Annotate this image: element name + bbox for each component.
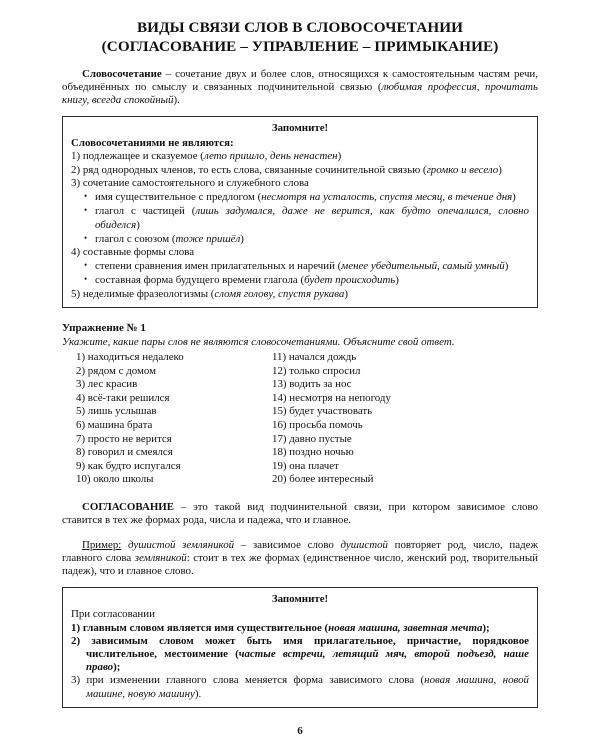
exercise-task: Укажите, какие пары слов не являются словосочетаниями. Объясните свой ответ. [62, 335, 455, 348]
item-tail: ) [337, 150, 342, 163]
title-line-2: (СОГЛАСОВАНИЕ – УПРАВЛЕНИЕ – ПРИМЫКАНИЕ) [101, 38, 499, 55]
item-example: новая машина, новой машине, новую машину [86, 674, 529, 700]
list-item: 18) поздно ночью [272, 446, 354, 459]
remember-box-1-bullets-a [71, 190, 529, 246]
list-item [71, 635, 529, 675]
item-text: зависимым словом может быть имя прилагательное, причастие, порядковое числительное, местоимение ( [86, 634, 529, 661]
example-tail: : стоит в тех же формах (единственное число, женский род, творительный падеж), что и главное слово. [62, 552, 539, 578]
list-item [71, 246, 529, 259]
remember-box-2-heading: Запомните! [271, 593, 329, 606]
list-item [71, 150, 529, 163]
list-item: 3) лес красив [76, 378, 138, 391]
remember-box-1-bullets-b [71, 259, 529, 287]
bullet-text: глагол с частицей ( [95, 205, 196, 218]
bullet-text: глагол с союзом ( [95, 232, 176, 245]
item-number: 2) [71, 163, 81, 176]
soglasovanie-example [62, 539, 538, 578]
item-example: громко и весело [426, 163, 499, 176]
bullet-item [84, 190, 529, 204]
list-item [71, 674, 529, 700]
example-word-1: душистой земляникой [128, 539, 235, 552]
title-line-1: ВИДЫ СВЯЗИ СЛОВ В СЛОВОСОЧЕТАНИИ [136, 19, 464, 36]
bullet-tail: ) [504, 260, 509, 273]
definition-term: Словосочетание [82, 68, 162, 80]
remember-box-1 [62, 116, 538, 307]
soglasovanie-definition [62, 501, 538, 527]
item-tail: ); [482, 621, 490, 634]
bullet-tail: ) [136, 218, 140, 231]
list-item: 10) около школы [76, 473, 154, 486]
example-mid-1: – зависимое слово [234, 539, 341, 552]
list-item: 4) всё-таки решился [76, 391, 170, 404]
item-number: 3) [71, 674, 81, 687]
item-text: неделимые фразеологизмы ( [82, 287, 215, 300]
bullet-item [84, 232, 529, 246]
bullet-example: тоже пришёл [175, 232, 241, 245]
soglasovanie-text: – это такой вид подчинительной связи, при котором зависимое слово ставится в тех же формах рода, числа и падежа, что и главное. [62, 500, 538, 527]
item-tail: ). [194, 687, 202, 700]
exercise-column-right [272, 351, 462, 487]
exercise-column-left [76, 351, 272, 487]
item-number: 1) [71, 621, 81, 634]
remember-box-1-lead: Словосочетаниями не являются: [71, 137, 234, 150]
item-text: ряд однородных членов, то есть слова, связанные сочинительной связью ( [82, 163, 427, 176]
list-item: 12) только спросил [272, 364, 361, 377]
list-item: 16) просьба помочь [272, 418, 363, 431]
item-text: сочетание самостоятельного и служебного слова [82, 176, 309, 189]
bullet-tail: ) [240, 232, 244, 245]
list-item: 20) более интересный [272, 473, 374, 486]
definition-paragraph [62, 68, 538, 107]
list-item: 13) водить за нос [272, 378, 352, 391]
item-number: 4) [71, 245, 81, 258]
bullet-example: будет происходить [304, 274, 396, 287]
list-item: 5) лишь услышав [76, 405, 157, 418]
remember-box-2-lead: При согласовании [71, 608, 155, 621]
bullet-tail: ) [395, 274, 399, 287]
example-word-2: душистой [340, 539, 388, 552]
list-item: 11) начался дождь [272, 351, 357, 364]
item-tail: ); [113, 661, 121, 674]
bullet-item [84, 273, 529, 287]
bullet-example: лишь задумался, даже не верится, как будто опечалился, словно обиделся [95, 205, 529, 231]
example-word-3: земляникой [134, 552, 187, 565]
list-item [71, 177, 529, 190]
list-item: 19) она плачет [272, 459, 339, 472]
list-item: 1) находиться недалеко [76, 351, 184, 364]
item-example: сломя голову, спустя рукава [214, 287, 345, 300]
item-number: 1) [71, 150, 81, 163]
list-item: 14) несмотря на непогоду [272, 391, 391, 404]
list-item: 17) давно пустые [272, 432, 352, 445]
definition-text: – сочетание двух и более слов, относящихся к самостоятельным частям речи, объединённых по смыслу и связанных подчинительной связью ( [62, 68, 538, 94]
exercise-word-pairs [62, 351, 538, 487]
list-item: 7) просто не верится [76, 432, 172, 445]
page-number: 6 [297, 725, 303, 737]
remember-box-1-list-4 [71, 246, 529, 259]
remember-box-2 [62, 587, 538, 707]
item-tail: ) [498, 163, 502, 176]
list-item: 8) говорил и смеялся [76, 446, 173, 459]
item-number: 5) [71, 287, 81, 300]
remember-box-2-list [71, 622, 529, 701]
bullet-tail: ) [512, 191, 516, 204]
bullet-text: степени сравнения имен прилагательных и наречий ( [95, 260, 342, 273]
bullet-example: несмотря на усталость, спустя месяц, в течение дня [261, 191, 513, 204]
bullet-example: менее убедительный, самый умный [341, 260, 505, 273]
item-text: при изменении главного слова меняется форма зависимого слова ( [86, 674, 425, 687]
definition-tail: ). [173, 94, 180, 107]
example-mid-2: повторяет род, число, падеж главного слова [62, 539, 538, 565]
item-number: 2) [71, 634, 81, 647]
bullet-text: составная форма будущего времени глагола ( [95, 274, 305, 287]
bullet-item [84, 259, 529, 273]
list-item: 2) рядом с домом [76, 364, 156, 377]
list-item [71, 164, 529, 177]
list-item: 15) будет участвовать [272, 405, 373, 418]
remember-box-1-heading: Запомните! [271, 122, 329, 135]
item-text: главным словом является имя существительное ( [82, 621, 329, 634]
definition-examples: любимая профессия, прочитать книгу, всегда спокойный [62, 81, 538, 107]
item-number: 3) [71, 176, 81, 189]
page-title [62, 18, 538, 56]
item-example: частые встречи, летящий мяч, второй подъезд, наше право [86, 648, 529, 674]
item-tail: ) [344, 287, 348, 300]
bullet-item [84, 204, 529, 231]
list-item [71, 288, 529, 301]
item-example: лето пришло, день ненастен [203, 150, 338, 163]
item-text: составные формы слова [82, 245, 195, 258]
list-item: 9) как будто испугался [76, 459, 181, 472]
exercise-heading: Упражнение № 1 [62, 321, 146, 334]
list-item: 6) машина брата [76, 418, 153, 431]
remember-box-1-list [71, 150, 529, 190]
remember-box-1-list-5 [71, 288, 529, 301]
bullet-text: имя существительное с предлогом ( [95, 191, 262, 204]
item-text: подлежащее и сказуемое ( [82, 150, 204, 163]
list-item [71, 622, 529, 635]
item-example: новая машина, заветная мечта [328, 621, 483, 634]
example-label: Пример: [82, 539, 122, 552]
soglasovanie-term: СОГЛАСОВАНИЕ [82, 500, 175, 513]
